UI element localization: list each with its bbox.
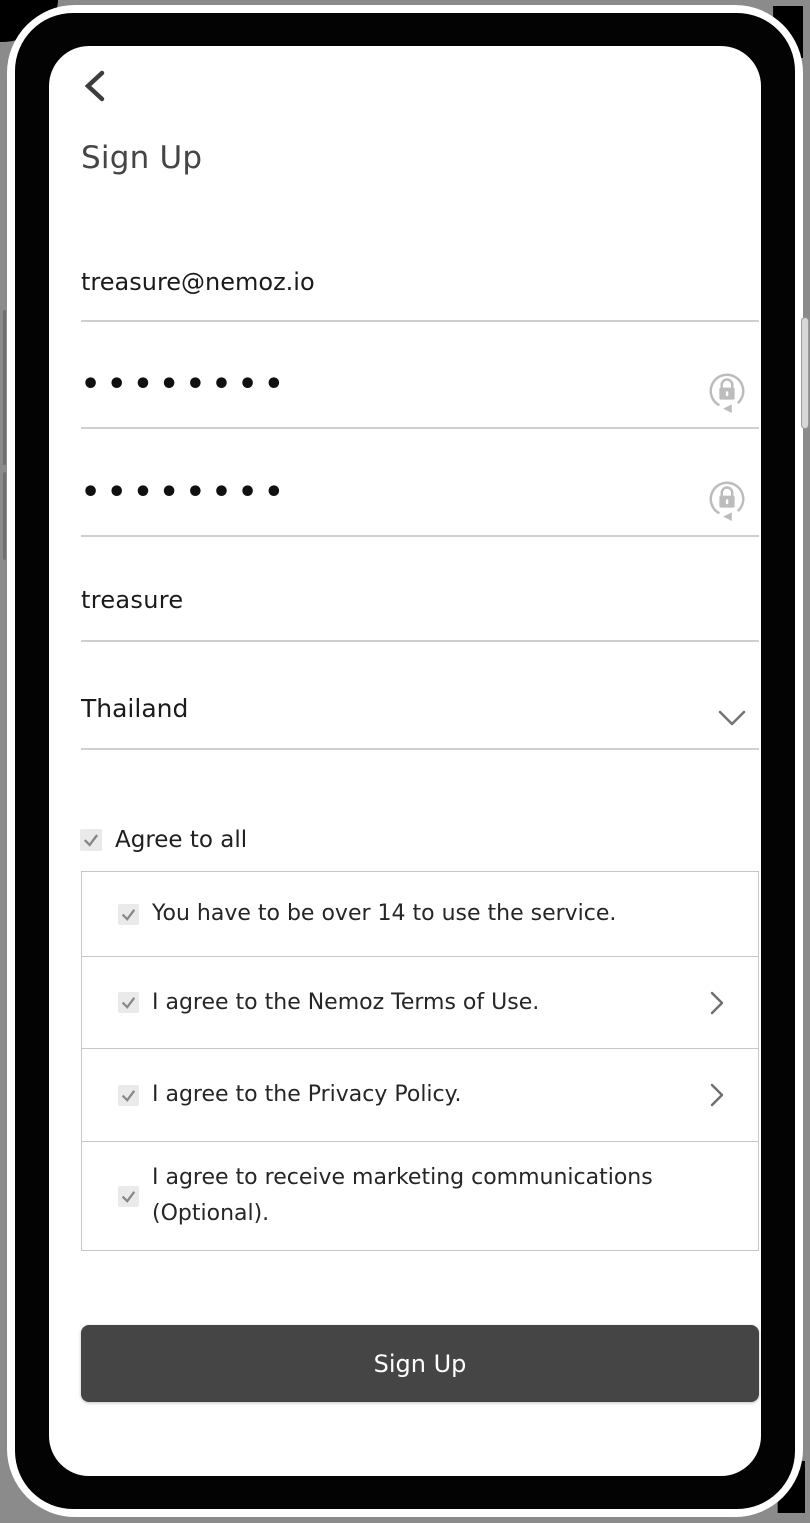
password-confirm-input[interactable]: •••••••• bbox=[81, 474, 291, 510]
lock-rotate-icon bbox=[706, 476, 748, 522]
checkbox-checked-icon[interactable] bbox=[118, 904, 139, 925]
agreement-label: I agree to receive marketing communications (Optional). bbox=[152, 1165, 653, 1226]
agreement-row-privacy[interactable] bbox=[82, 1048, 758, 1141]
country-select[interactable]: Thailand bbox=[81, 694, 189, 723]
app-screen bbox=[49, 46, 761, 1476]
agreement-label: You have to be over 14 to use the service. bbox=[152, 901, 617, 926]
phone-bezel bbox=[15, 13, 795, 1509]
agree-all-checkbox-row[interactable] bbox=[80, 827, 247, 853]
chevron-right-icon[interactable] bbox=[708, 1082, 726, 1108]
username-input[interactable]: treasure bbox=[81, 586, 184, 614]
email-input[interactable]: treasure@nemoz.io bbox=[81, 268, 315, 296]
country-underline bbox=[81, 748, 759, 750]
agreement-label: I agree to the Nemoz Terms of Use. bbox=[152, 989, 540, 1015]
checkbox-checked-icon[interactable] bbox=[118, 1085, 139, 1106]
password-underline bbox=[81, 427, 759, 429]
agreement-label: I agree to the Privacy Policy. bbox=[152, 1082, 462, 1107]
agreements-box bbox=[81, 871, 759, 1251]
password-confirm-underline bbox=[81, 535, 759, 537]
back-button[interactable] bbox=[75, 66, 115, 108]
chevron-right-icon[interactable] bbox=[708, 990, 726, 1016]
power-button bbox=[802, 318, 808, 428]
checkbox-checked-icon[interactable] bbox=[118, 1186, 139, 1207]
username-underline bbox=[81, 640, 759, 642]
chevron-down-icon[interactable] bbox=[717, 709, 747, 729]
volume-down-button bbox=[3, 472, 6, 560]
sign-up-button-label: Sign Up bbox=[373, 1349, 467, 1378]
email-underline bbox=[81, 320, 759, 322]
agreement-row-age[interactable] bbox=[82, 872, 758, 956]
agreement-row-marketing[interactable] bbox=[82, 1141, 758, 1250]
checkbox-checked-icon[interactable] bbox=[80, 829, 102, 851]
agree-all-label: Agree to all bbox=[115, 827, 248, 853]
volume-up-button bbox=[3, 310, 6, 465]
password-input[interactable]: •••••••• bbox=[81, 366, 291, 402]
chevron-left-icon bbox=[81, 69, 109, 106]
page-title: Sign Up bbox=[81, 140, 203, 176]
sign-up-button[interactable] bbox=[81, 1325, 759, 1402]
lock-rotate-icon bbox=[706, 368, 748, 414]
checkbox-checked-icon[interactable] bbox=[118, 992, 139, 1013]
agreement-row-terms[interactable] bbox=[82, 956, 758, 1048]
